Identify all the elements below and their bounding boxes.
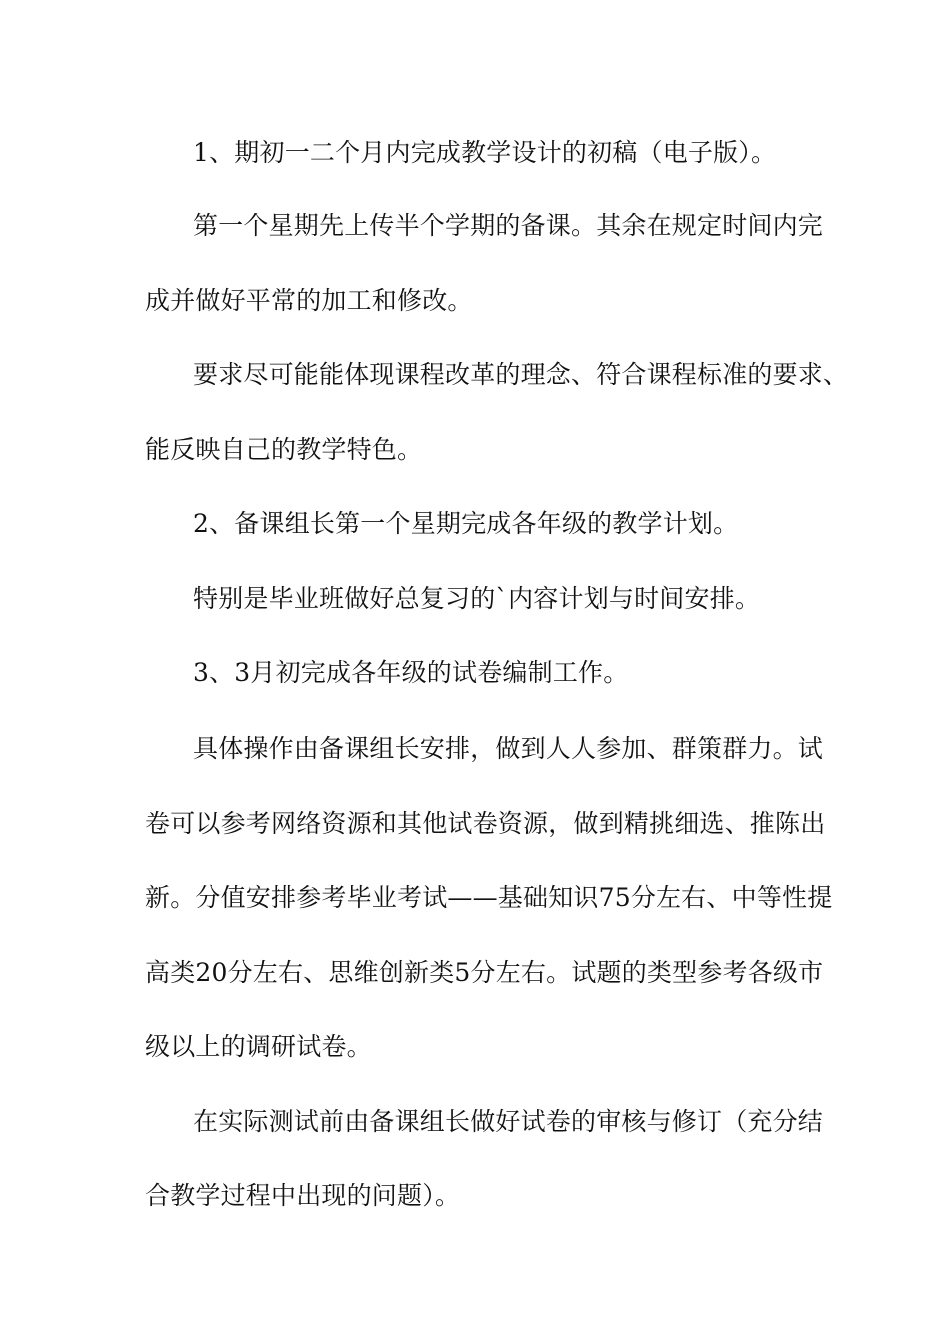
paragraph-line: 新。分值安排参考毕业考试——基础知识75分左右、中等性提 (145, 883, 833, 912)
paragraph-line: 成并做好平常的加工和修改。 (145, 286, 473, 315)
paragraph-line: 卷可以参考网络资源和其他试卷资源，做到精挑细选、推陈出 (145, 809, 826, 838)
paragraph-line: 第一个星期先上传半个学期的备课。其余在规定时间内完 (193, 211, 824, 240)
paragraph-line: 合教学过程中出现的问题）。 (145, 1181, 461, 1210)
paragraph-line: 级以上的调研试卷。 (145, 1032, 372, 1061)
paragraph-line: 在实际测试前由备课组长做好试卷的审核与修订（充分结 (193, 1107, 824, 1136)
paragraph-line: 具体操作由备课组长安排，做到人人参加、群策群力。试 (193, 734, 824, 763)
paragraph-line: 要求尽可能能体现课程改革的理念、符合课程标准的要求、 (193, 360, 849, 389)
paragraph-line: 1、期初一二个月内完成教学设计的初稿（电子版）。 (193, 138, 777, 167)
paragraph-line: 特别是毕业班做好总复习的`内容计划与时间安排。 (193, 584, 761, 613)
paragraph-line: 高类20分左右、思维创新类5分左右。试题的类型参考各级市 (145, 958, 824, 987)
paragraph-line: 2、备课组长第一个星期完成各年级的教学计划。 (193, 509, 739, 538)
paragraph-line: 能反映自己的教学特色。 (145, 435, 423, 464)
paragraph-line: 3、3月初完成各年级的试卷编制工作。 (193, 658, 629, 687)
